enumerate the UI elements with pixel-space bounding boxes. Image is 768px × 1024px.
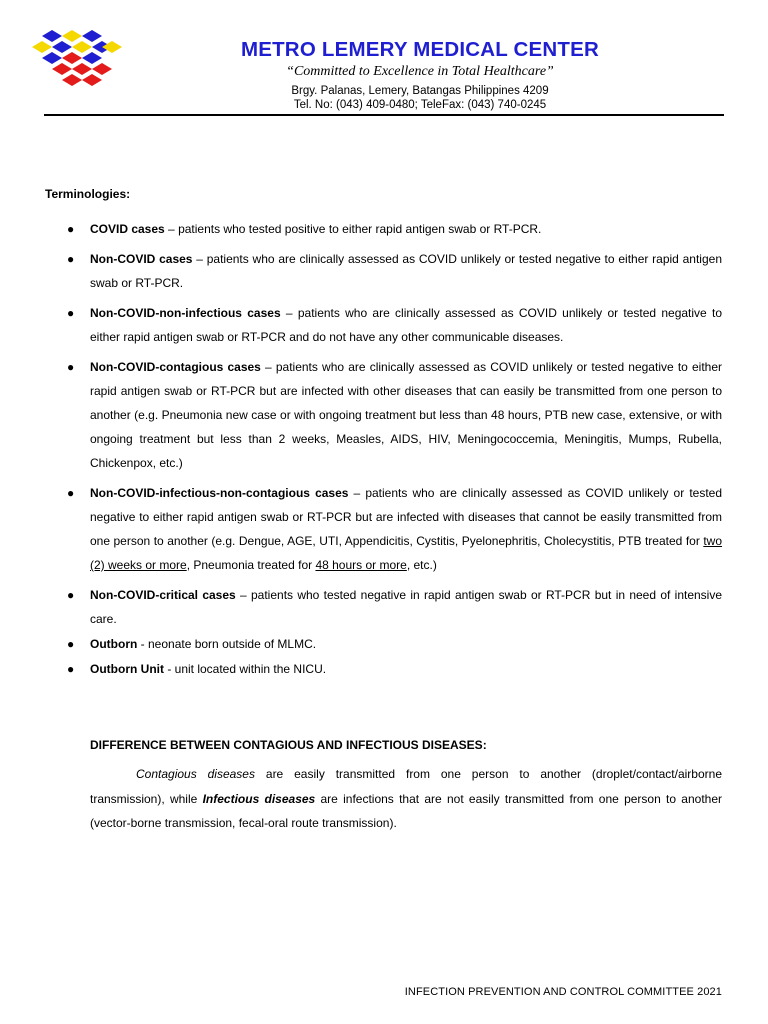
term-definition: unit located within the NICU. — [174, 662, 327, 676]
motto: “Committed to Excellence in Total Healthcare” — [286, 64, 554, 79]
term-name: Non-COVID-critical cases — [90, 588, 236, 602]
bullet-icon: ● — [67, 662, 75, 676]
term-name: Non-COVID-contagious cases — [90, 360, 261, 374]
term-definition: patients who are clinically assessed as COVID unlikely or tested negative to either rapid antigen swab or RT-PCR. — [90, 252, 722, 290]
difference-text: are infections that are not easily transmitted from one person to another (vector-borne transmission, fecal-oral route transmission). — [90, 791, 723, 830]
logo-diamonds — [32, 30, 122, 86]
list-item — [67, 481, 723, 577]
term-separator: – — [260, 360, 276, 374]
term-separator: – — [164, 222, 179, 236]
bullet-icon: ● — [67, 637, 75, 651]
logo-diamond — [82, 52, 102, 64]
logo-diamond — [42, 52, 62, 64]
header-divider — [44, 114, 724, 116]
bullet-icon: ● — [67, 588, 75, 602]
term-separator: – — [235, 588, 251, 602]
term-separator: - — [163, 662, 175, 676]
term-definition: patients who are clinically assessed as COVID unlikely or tested negative to either rapid antigen swab or RT-PCR but are infected with diseases that cannot be easily transmitted from one person to another (e.g. Dengue, AGE, UTI, Appendicitis, Cystitis, Pyelonephritis, Cholecystitis, PTB treated for — [90, 486, 723, 548]
bullet-icon: ● — [67, 486, 75, 500]
contagious-term: Contagious diseases — [136, 767, 255, 781]
underlined-duration: two (2) weeks or more — [90, 534, 722, 572]
term-name: Outborn Unit — [90, 662, 164, 676]
logo-diamond — [82, 74, 102, 86]
list-item — [67, 301, 722, 349]
term-separator: – — [280, 306, 298, 320]
list-item — [67, 632, 722, 656]
bullet-icon: ● — [67, 222, 75, 236]
term-name: COVID cases — [90, 222, 165, 236]
difference-heading: DIFFERENCE BETWEEN CONTAGIOUS AND INFECTIOUS DISEASES: — [90, 738, 487, 752]
logo-diamond — [72, 63, 92, 75]
logo-diamond — [52, 63, 72, 75]
infectious-term: Infectious diseases — [202, 791, 316, 806]
term-separator: - — [137, 637, 148, 651]
term-definition: neonate born outside of MLMC. — [148, 637, 317, 651]
letterhead — [140, 38, 700, 112]
address: Brgy. Palanas, Lemery, Batangas Philippines 4209 — [291, 85, 549, 97]
list-item — [67, 217, 722, 241]
term-definition: patients who are clinically assessed as COVID unlikely or tested negative to either rapid antigen swab or RT-PCR but are infected with other diseases that can easily be transmitted from one person to another (e.g. Pneumonia new case or with ongoing treatment but less than 48 hours, PTB new case, extensive, or with ongoing treatment but less than 2 weeks, Measles, AIDS, HIV, Meningococcemia, Meningitis, Mumps, Rubella, Chickenpox, etc.) — [90, 360, 723, 470]
term-definition: , etc.) — [406, 558, 437, 572]
underlined-duration: 48 hours or more — [315, 558, 407, 572]
logo-diamond — [62, 52, 82, 64]
list-item — [67, 657, 722, 681]
logo-diamond — [92, 63, 112, 75]
term-name: Outborn — [90, 637, 138, 651]
term-definition: , Pneumonia treated for — [186, 558, 316, 572]
logo-diamond — [82, 30, 102, 42]
term-name: Non-COVID cases — [90, 252, 193, 266]
terminology-list — [0, 217, 768, 682]
logo-diamond — [32, 41, 52, 53]
term-name: Non-COVID-infectious-non-contagious cases — [90, 486, 349, 500]
term-separator: – — [192, 252, 207, 266]
term-definition: patients who tested positive to either rapid antigen swab or RT-PCR. — [178, 222, 542, 236]
term-name: Non-COVID-non-infectious cases — [90, 306, 281, 320]
list-item — [67, 583, 723, 631]
logo-diamond — [62, 74, 82, 86]
term-separator: – — [348, 486, 366, 500]
list-item — [67, 247, 722, 295]
bullet-icon: ● — [67, 306, 75, 320]
logo-diamond — [42, 30, 62, 42]
difference-text: are easily transmitted from one person to another (droplet/contact/airborne transmission), while — [90, 767, 722, 806]
logo-diamond — [72, 41, 92, 53]
logo-diamond — [62, 30, 82, 42]
difference-paragraph — [90, 762, 722, 836]
footer-committee: INFECTION PREVENTION AND CONTROL COMMITTEE 2021 — [404, 986, 722, 998]
bullet-icon: ● — [67, 252, 75, 266]
list-item — [67, 355, 723, 475]
section-label: Terminologies: — [45, 187, 131, 201]
term-definition: patients who tested negative in rapid antigen swab or RT-PCR but in need of intensive care. — [90, 588, 723, 626]
organization-name: METRO LEMERY MEDICAL CENTER — [240, 38, 600, 61]
logo-diamond — [102, 41, 122, 53]
hospital-logo — [28, 30, 128, 88]
phone-numbers: Tel. No: (043) 409-0480; TeleFax: (043) 740-0245 — [293, 99, 547, 111]
term-definition: patients who are clinically assessed as COVID unlikely or tested negative to either rapid antigen swab or RT-PCR and do not have any other communicable diseases. — [90, 306, 722, 344]
logo-diamond — [52, 41, 72, 53]
bullet-icon: ● — [67, 360, 75, 374]
